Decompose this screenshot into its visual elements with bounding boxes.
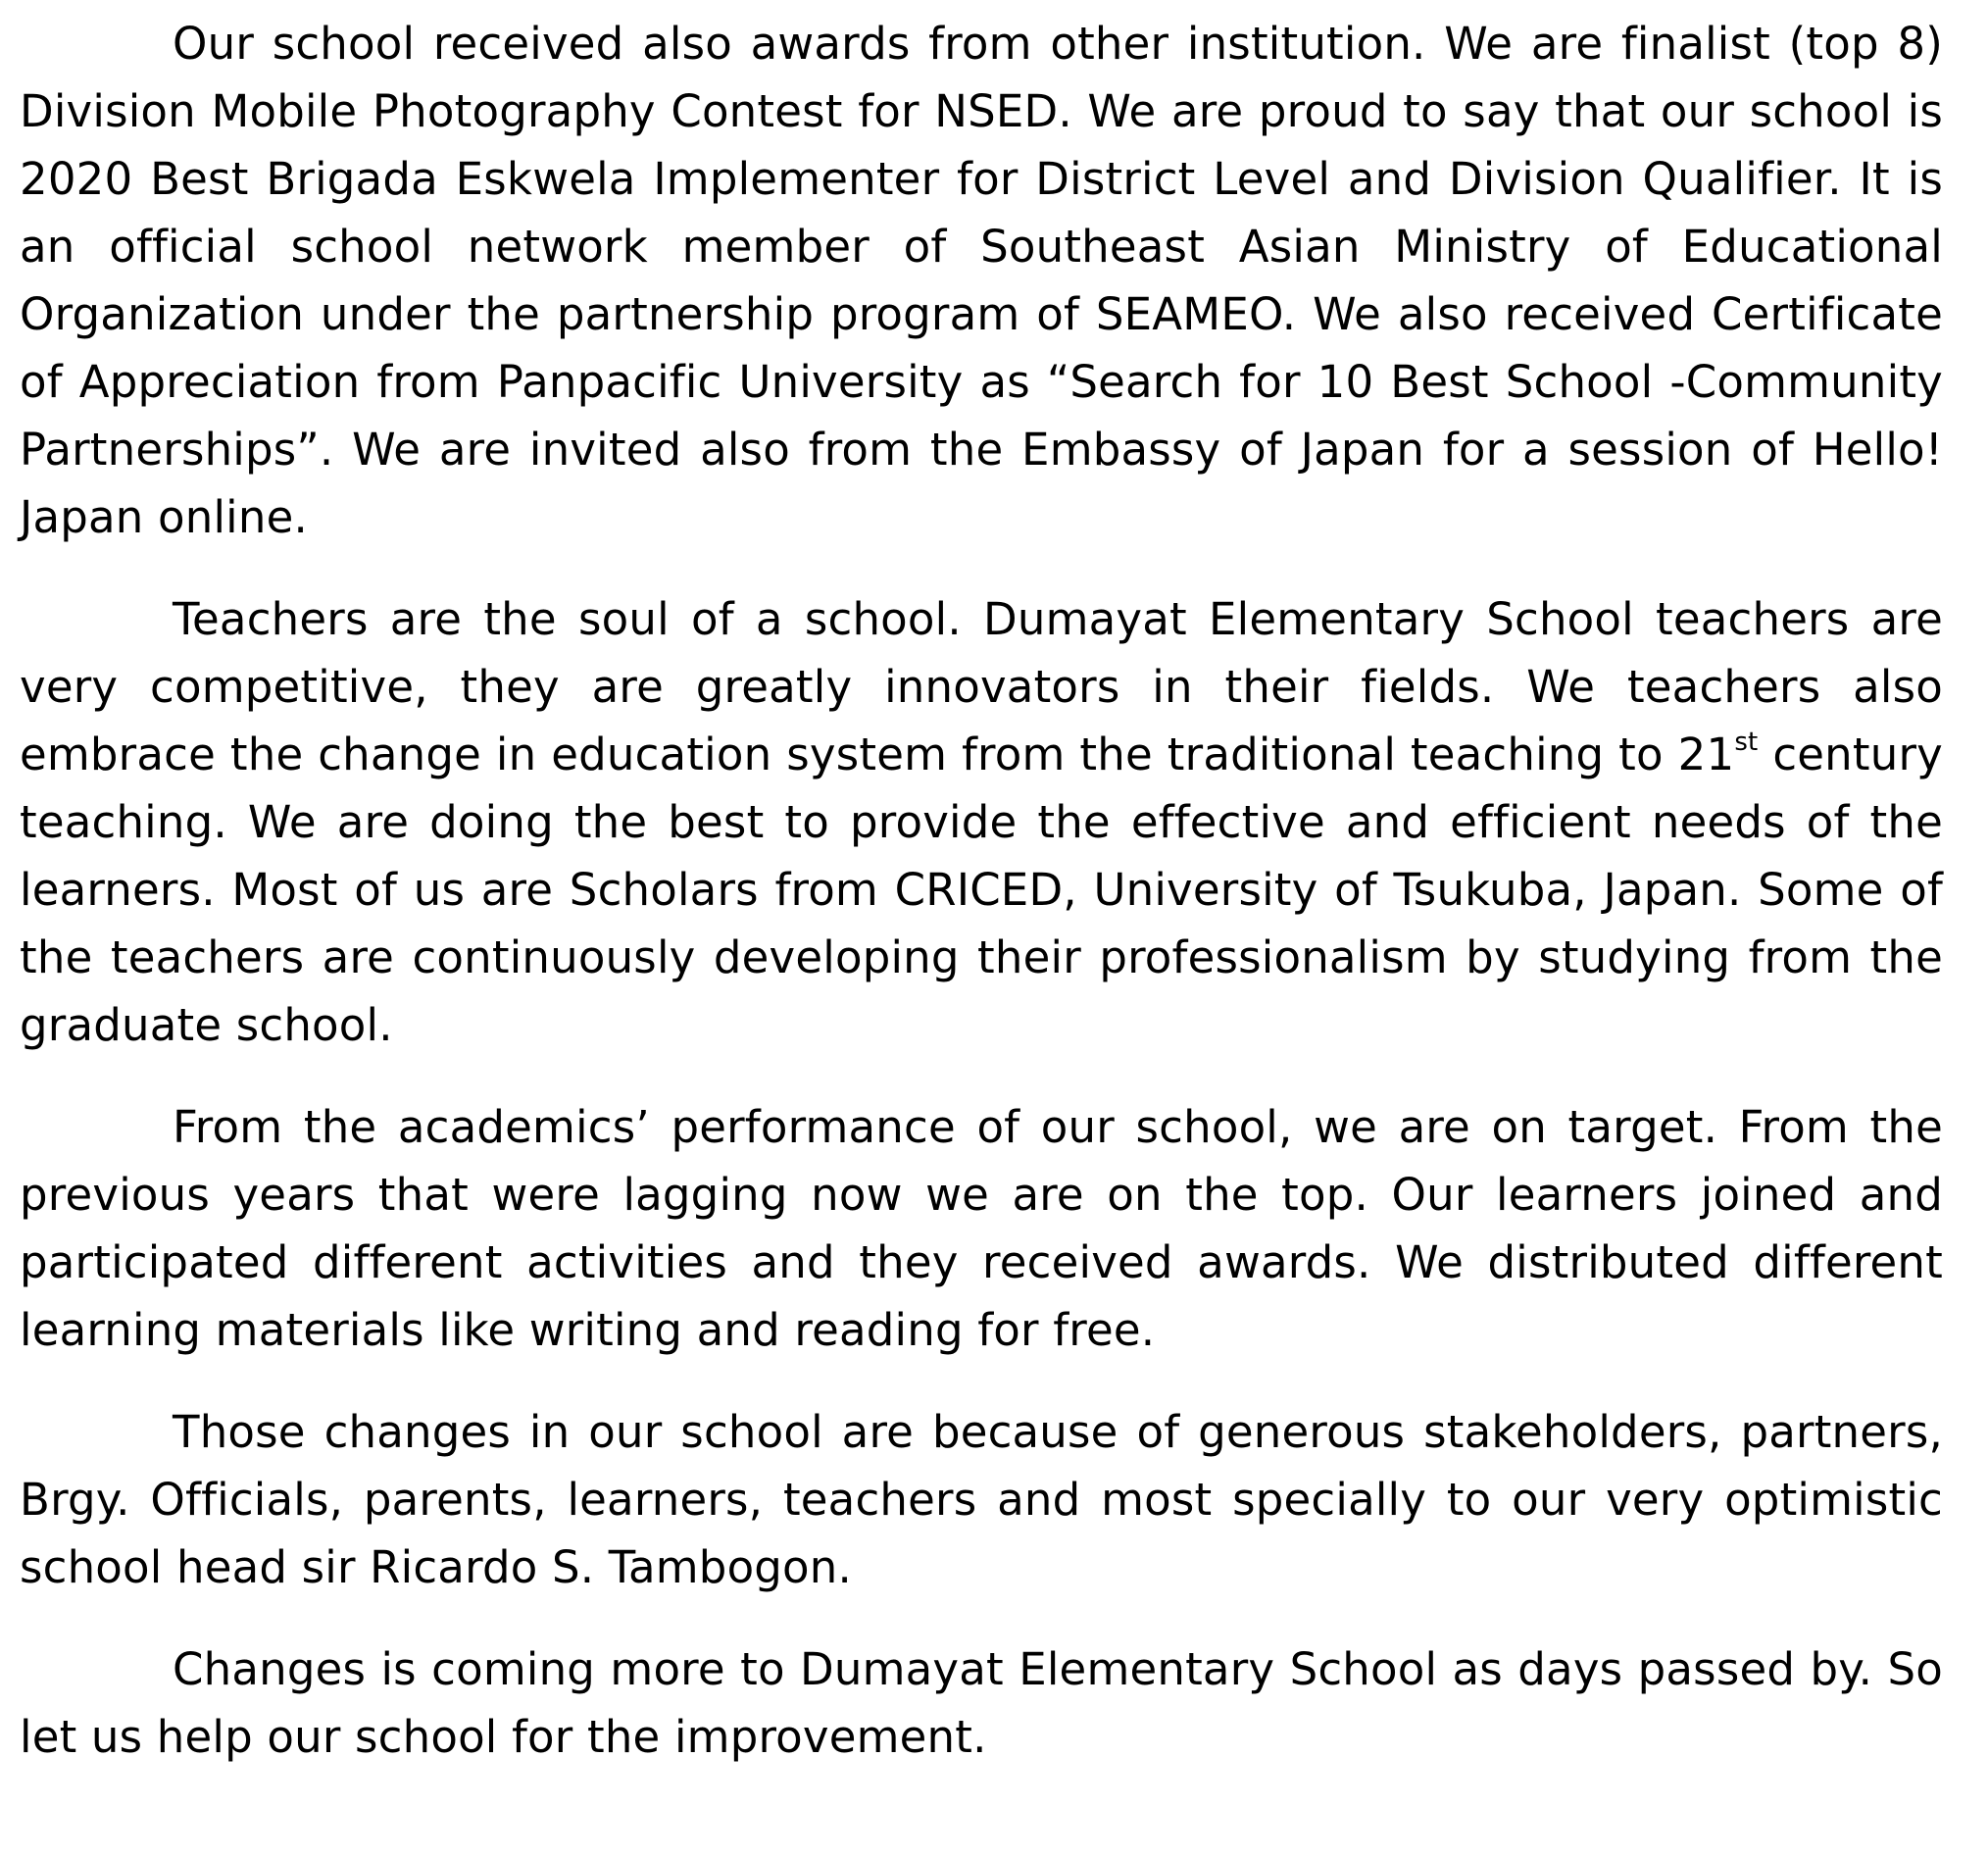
- paragraph-stakeholders: Those changes in our school are because of generous stakeholders, partners, Brgy. Officials, parents, learners, teachers and most specially to our very optimistic school head sir Ricardo S. Tambogon.: [20, 1406, 1943, 1593]
- paragraph-teachers-text-before: Teachers are the soul of a school. Dumayat Elementary School teachers are very competitive, they are greatly innovators in their fields. We teachers also embrace the change in education system from the traditional teaching to 21: [20, 593, 1943, 780]
- paragraph-teachers: [20, 585, 1943, 1059]
- ordinal-superscript: st: [1734, 728, 1759, 757]
- paragraph-teachers-text-after: century teaching. We are doing the best to provide the effective and efficient needs of the learners. Most of us are Scholars from CRICED, University of Tsukuba, Japan. Some of the teachers are continuously developing their professionalism by studying from the graduate school.: [20, 728, 1943, 1051]
- paragraph-academics: From the academics’ performance of our school, we are on target. From the previous years that were lagging now we are on the top. Our learners joined and participated different activities and they received awards. We distributed different learning materials like writing and reading for free.: [20, 1101, 1943, 1356]
- paragraph-awards: Our school received also awards from other institution. We are finalist (top 8) Division Mobile Photography Contest for NSED. We are proud to say that our school is 2020 Best Brigada Eskwela Implementer for District Level and Division Qualifier. It is an official school network member of Southeast Asian Ministry of Educational Organization under the partnership program of SEAMEO. We also received Certificate of Appreciation from Panpacific University as “Search for 10 Best School -Community Partnerships”. We are invited also from the Embassy of Japan for a session of Hello! Japan online.: [20, 18, 1943, 543]
- document-page: [20, 10, 1943, 1805]
- paragraph-closing: Changes is coming more to Dumayat Elementary School as days passed by. So let us help our school for the improvement.: [20, 1643, 1943, 1763]
